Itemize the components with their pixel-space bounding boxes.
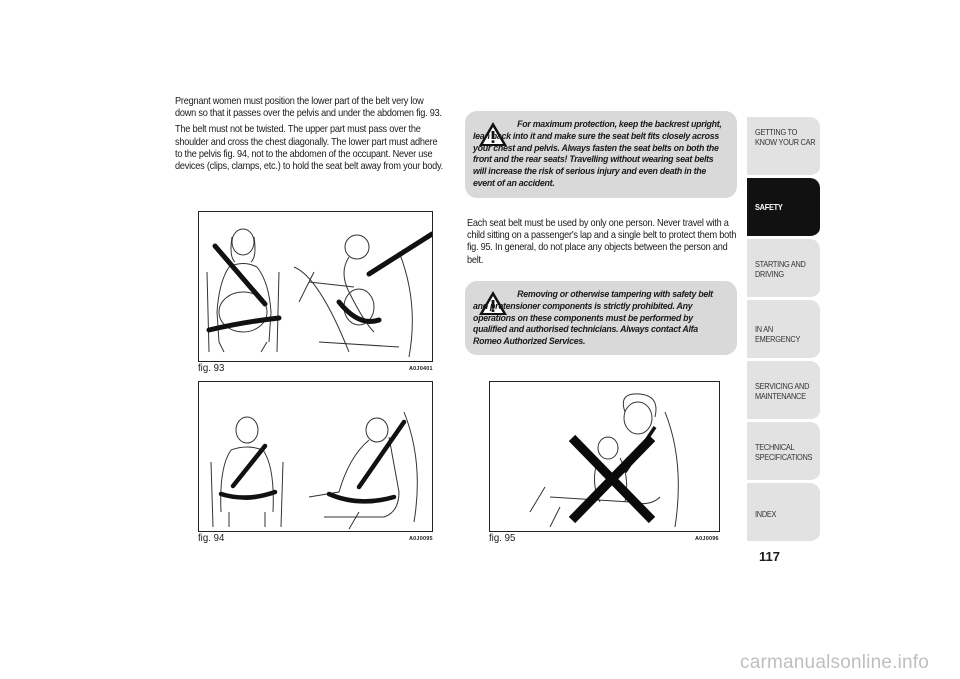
paragraph-one-person: Each seat belt must be used by only one person. Never travel with a child sitting on a passenger's lap and a single belt to protect them both fig. 95. In general, do not place any objects between the person and belt. — [467, 218, 737, 266]
warning-text-2: Removing or otherwise tampering with safety belt and pretensioner components is strictly prohibited. Any operations on these components must be performed by qualified and authorised technicians. Always contact Alfa Romeo Authorized Services. — [473, 289, 713, 348]
watermark: carmanualsonline.info — [740, 652, 930, 673]
figure-95-image — [489, 381, 720, 532]
seatbelt-positioning-illustration — [199, 382, 432, 531]
tab-technical-specifications[interactable]: TECHNICAL SPECIFICATIONS — [747, 422, 820, 482]
figure-93-image — [198, 211, 433, 362]
warning-text-1: For maximum protection, keep the backrest upright, lean back into it and make sure the seat belt fits closely across your chest and pelvis. Always fasten the seat belts on both the front and the rear seats! Travelling without wearing seat belts will increase the risk of serious injury and even death in the event of an accident. — [473, 119, 722, 189]
tab-servicing-and-maintenance[interactable]: SERVICING AND MAINTENANCE — [747, 361, 820, 421]
warning-box-1 — [465, 111, 737, 198]
tab-in-an-emergency[interactable]: IN AN EMERGENCY — [747, 300, 820, 360]
page-number: 117 — [759, 549, 780, 564]
warning-box-2 — [465, 281, 737, 355]
paragraph-pregnant: Pregnant women must position the lower part of the belt very low down so that it passes over the pelvis and under the abdomen fig. 93. — [175, 96, 442, 120]
child-on-lap-prohibited-illustration — [490, 382, 719, 531]
figure-94-code: A0J0095 — [409, 536, 433, 542]
figure-94-image — [198, 381, 433, 532]
prohibited-cross-icon — [572, 438, 652, 520]
tab-index[interactable]: INDEX — [747, 483, 820, 543]
figure-93-label: fig. 93 — [198, 362, 225, 374]
tab-starting-and-driving[interactable]: STARTING AND DRIVING — [747, 239, 820, 299]
figure-94-label: fig. 94 — [198, 532, 225, 544]
pregnant-woman-seatbelt-illustration — [199, 212, 432, 361]
paragraph-belt-position: The belt must not be twisted. The upper part must pass over the shoulder and cross the chest diagonally. The lower part must adhere to the pelvis fig. 94, not to the abdomen of the occupant. Never use devices (clips, clamps, etc.) to hold the seat belt away from your body. — [175, 124, 443, 173]
figure-95-code: A0J0096 — [695, 536, 719, 542]
figure-93-code: A0J0401 — [409, 366, 433, 372]
left-column-text — [175, 96, 475, 173]
right-column-text — [467, 218, 767, 267]
tab-getting-to-know-your-car[interactable]: GETTING TO KNOW YOUR CAR — [747, 117, 820, 177]
figure-95-label: fig. 95 — [489, 532, 516, 544]
tab-safety[interactable]: SAFETY — [747, 178, 820, 238]
